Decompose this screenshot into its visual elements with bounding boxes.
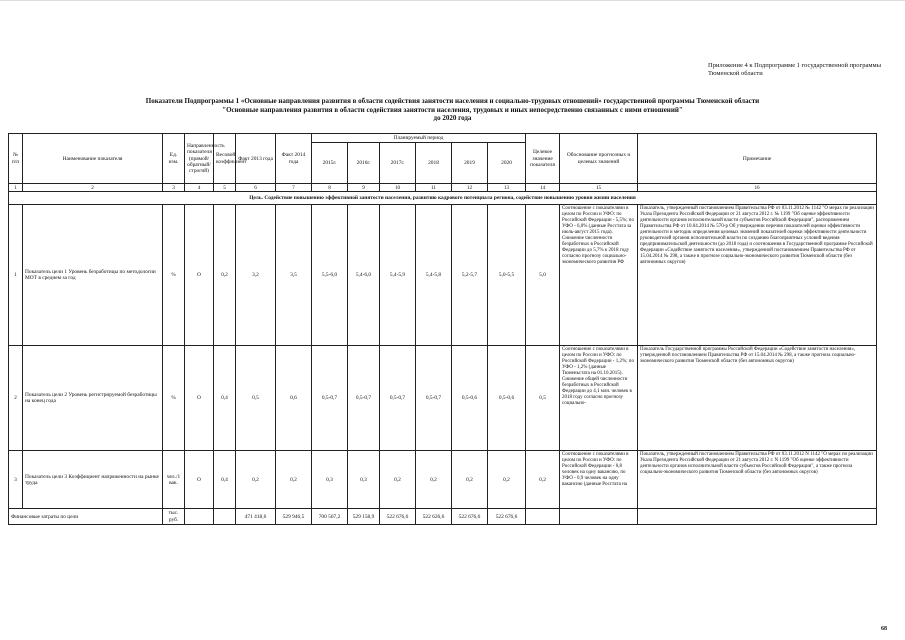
header-name: Наименование показателя <box>23 134 163 184</box>
row-value-2017: 0,2 <box>380 451 416 509</box>
finance-2020: 522 676,6 <box>488 509 526 525</box>
row-unit: % <box>163 346 185 451</box>
col-number: 10 <box>380 184 416 192</box>
row-value-2018: 0,5-0,7 <box>416 346 452 451</box>
goal-row <box>9 192 877 205</box>
finance-empty <box>526 509 560 525</box>
col-number: 12 <box>452 184 488 192</box>
row-fact-2013: 0,2 <box>236 451 276 509</box>
col-number: 16 <box>638 184 877 192</box>
row-value-2019: 5,2-5,7 <box>452 205 488 346</box>
header-direction: Направленность показателя (прямой/ обратный/ строгий) <box>185 134 214 184</box>
finance-2019: 522 676,6 <box>452 509 488 525</box>
finance-2015: 700 567,2 <box>312 509 348 525</box>
finance-2016: 529 158,9 <box>348 509 380 525</box>
col-number: 2 <box>23 184 163 192</box>
row-indicator-name: Показатель цели 1 Уровень безработицы по методологии МОТ в среднем за год <box>23 205 163 346</box>
header-weight: Весовой коэффициент <box>214 134 236 184</box>
row-weight: 0,4 <box>214 346 236 451</box>
header-2018: 2018 <box>416 143 452 184</box>
col-number: 4 <box>185 184 214 192</box>
row-value-2020: 0,2 <box>488 451 526 509</box>
row-note: Показатель, утвержденный постановлением Правительства РФ от 03.11.2012 N 1142 "О мерах по реализации Указа Президента Российской Федерации от 21 августа 2012 г. N 1199 "Об оценке эффективности деятельности органов исполнительной власти субъектов Российской Федерации", а также прогноза социально-экономического развития Тюменской области (без автономных округов) <box>638 451 877 509</box>
appendix-note: Приложение 4 к Подпрограмме 1 государственной программы Тюменской области <box>708 62 881 77</box>
finance-empty <box>560 509 638 525</box>
finance-label: Финансовые затраты по цели <box>9 509 163 525</box>
col-number: 3 <box>163 184 185 192</box>
header-row-1 <box>9 134 877 143</box>
header-fact-2013: Факт 2013 года <box>236 134 276 184</box>
finance-fact-2013: 471 418,6 <box>236 509 276 525</box>
header-note: Примечание <box>638 134 877 184</box>
header-target: Целевое значение показателя <box>526 134 560 184</box>
row-direction: О <box>185 451 214 509</box>
page-number: 68 <box>881 626 887 632</box>
row-justification: Соотношение с показателями в целом по России и УФО: по Российской Федерации - 1,2%; по УФО - 1,2% (данные Тюменьстата на 01.10.2015). Снижение общей численности безработных в Российской Федерации до 4,1 млн. человек в 2018 году согласно прогнозу социально- <box>560 346 638 451</box>
title-line-2: "Основные направления развития в области содействия занятости населения, трудовых и иных непосредственно связанных с ними отношений" <box>222 105 683 114</box>
row-note: Показатель Государственной программы Российской Федерации «Содействие занятости населения», утвержденной постановлением Правительства РФ от 15.04.2014 № 298, а также прогноза социально-экономического развития Тюменской области (без автономных округов) <box>638 346 877 451</box>
row-value-2017: 0,5-0,7 <box>380 346 416 451</box>
header-2019: 2019 <box>452 143 488 184</box>
finance-empty <box>638 509 877 525</box>
row-target: 0,5 <box>526 346 560 451</box>
row-value-2019: 0,5-0,6 <box>452 346 488 451</box>
col-number: 1 <box>9 184 23 192</box>
col-number: 8 <box>312 184 348 192</box>
row-fact-2014: 0,2 <box>276 451 312 509</box>
header-2016: 2016г. <box>348 143 380 184</box>
row-weight: 0,4 <box>214 451 236 509</box>
row-value-2015: 0,3 <box>312 451 348 509</box>
row-direction: О <box>185 346 214 451</box>
header-fact-2014: Факт 2014 года <box>276 134 312 184</box>
row-weight: 0,2 <box>214 205 236 346</box>
finance-empty <box>214 509 236 525</box>
table-row <box>9 346 877 451</box>
indicators-table <box>8 133 877 525</box>
row-fact-2014: 3,5 <box>276 205 312 346</box>
header-justification: Обоснование прогнозных и целевых значений <box>560 134 638 184</box>
row-fact-2013: 0,5 <box>236 346 276 451</box>
header-2020: 2020 <box>488 143 526 184</box>
row-value-2015: 0,5-0,7 <box>312 346 348 451</box>
row-value-2017: 5,4-5,9 <box>380 205 416 346</box>
row-value-2016: 5,4-6,0 <box>348 205 380 346</box>
row-note: Показатель, утвержденный постановлением Правительства РФ от 03.11.2012 № 1142 "О мерах по реализации Указа Президента Российской Федерации от 21 августа 2012 г. № 1199 "Об оценке эффективности деятельности органов исполнительной власти субъектов Российской Федерации", распоряжением Правительства РФ от 10.04.2014 № 570-р Об утверждении перечня показателей оценки эффективности деятельности и методик определения целевых значений показателей оценки эффективности деятельности руководителей органов исполнительной власти по созданию благоприятных условий ведения предпринимательской деятельности (до 2018 года) и соотношения в Государственной программе Российской Федерации «Содействие занятости населения», утвержденной постановлением Правительства РФ от 15.04.2014 № 298, а также в прогнозе социально-экономического развития Тюменской области (без автономных округов) <box>638 205 877 346</box>
col-number: 15 <box>560 184 638 192</box>
row-direction: О <box>185 205 214 346</box>
row-fact-2013: 3,2 <box>236 205 276 346</box>
goal-text: Цель. Содействие повышению эффективной занятости населения, развитию кадрового потенциала региона, содействие повышению уровня жизни населения <box>9 192 877 205</box>
row-num: 1 <box>9 205 23 346</box>
document-title <box>0 97 905 123</box>
header-2015: 2015г. <box>312 143 348 184</box>
col-number: 13 <box>488 184 526 192</box>
col-number: 9 <box>348 184 380 192</box>
row-value-2015: 5,5-6,0 <box>312 205 348 346</box>
row-unit: чел./1 вак. <box>163 451 185 509</box>
header-num: № п/п <box>9 134 23 184</box>
col-number: 11 <box>416 184 452 192</box>
row-target: 5,0 <box>526 205 560 346</box>
header-unit: Ед. изм. <box>163 134 185 184</box>
col-number: 14 <box>526 184 560 192</box>
row-num: 2 <box>9 346 23 451</box>
title-line-3: до 2020 года <box>433 114 472 122</box>
column-number-row <box>9 184 877 192</box>
row-justification: Соотношение с показателями в целом по России и УФО: по Российской Федерации - 5,5%; по УФО - 6,0% (данные Росстата за июль-август 2015 года). Снижение численности безработных в Российской Федерации до 5,7% к 2018 году согласно прогнозу социально-экономического развития РФ <box>560 205 638 346</box>
row-value-2016: 0,5-0,7 <box>348 346 380 451</box>
finance-2018: 522 626,6 <box>416 509 452 525</box>
table-row <box>9 451 877 509</box>
row-justification: Соотношение с показателями в целом по России и УФО: по Российской Федерации - 0,8 человек на одну вакансию, по УФО - 0,9 человек на одну вакансию (данные Росстата на <box>560 451 638 509</box>
col-number: 6 <box>236 184 276 192</box>
row-value-2018: 5,4-5,8 <box>416 205 452 346</box>
header-2017: 2017г. <box>380 143 416 184</box>
row-target: 0,2 <box>526 451 560 509</box>
row-value-2018: 0,2 <box>416 451 452 509</box>
table-row <box>9 205 877 346</box>
header-planned-period: Планируемый период <box>312 134 526 143</box>
row-value-2019: 0,2 <box>452 451 488 509</box>
row-fact-2014: 0,6 <box>276 346 312 451</box>
finance-row <box>9 509 877 525</box>
finance-unit: тыс. руб. <box>163 509 185 525</box>
finance-2017: 522 676,6 <box>380 509 416 525</box>
row-value-2020: 5,0-5,5 <box>488 205 526 346</box>
col-number: 7 <box>276 184 312 192</box>
title-line-1: Показатели Подпрограммы 1 «Основные направления развития в области содействия занятости населения и социально-трудовых отношений» государственной программы Тюменской области <box>145 97 760 105</box>
row-indicator-name: Показатель цели 3 Коэффициент напряженности на рынке труда <box>23 451 163 509</box>
row-num: 3 <box>9 451 23 509</box>
row-value-2020: 0,5-0,6 <box>488 346 526 451</box>
row-value-2016: 0,3 <box>348 451 380 509</box>
page-top-edge <box>0 0 905 1</box>
finance-empty <box>185 509 214 525</box>
finance-fact-2014: 529 946,5 <box>276 509 312 525</box>
row-indicator-name: Показатель цели 2 Уровень регистрируемой безработицы на конец года <box>23 346 163 451</box>
row-unit: % <box>163 205 185 346</box>
col-number: 5 <box>214 184 236 192</box>
